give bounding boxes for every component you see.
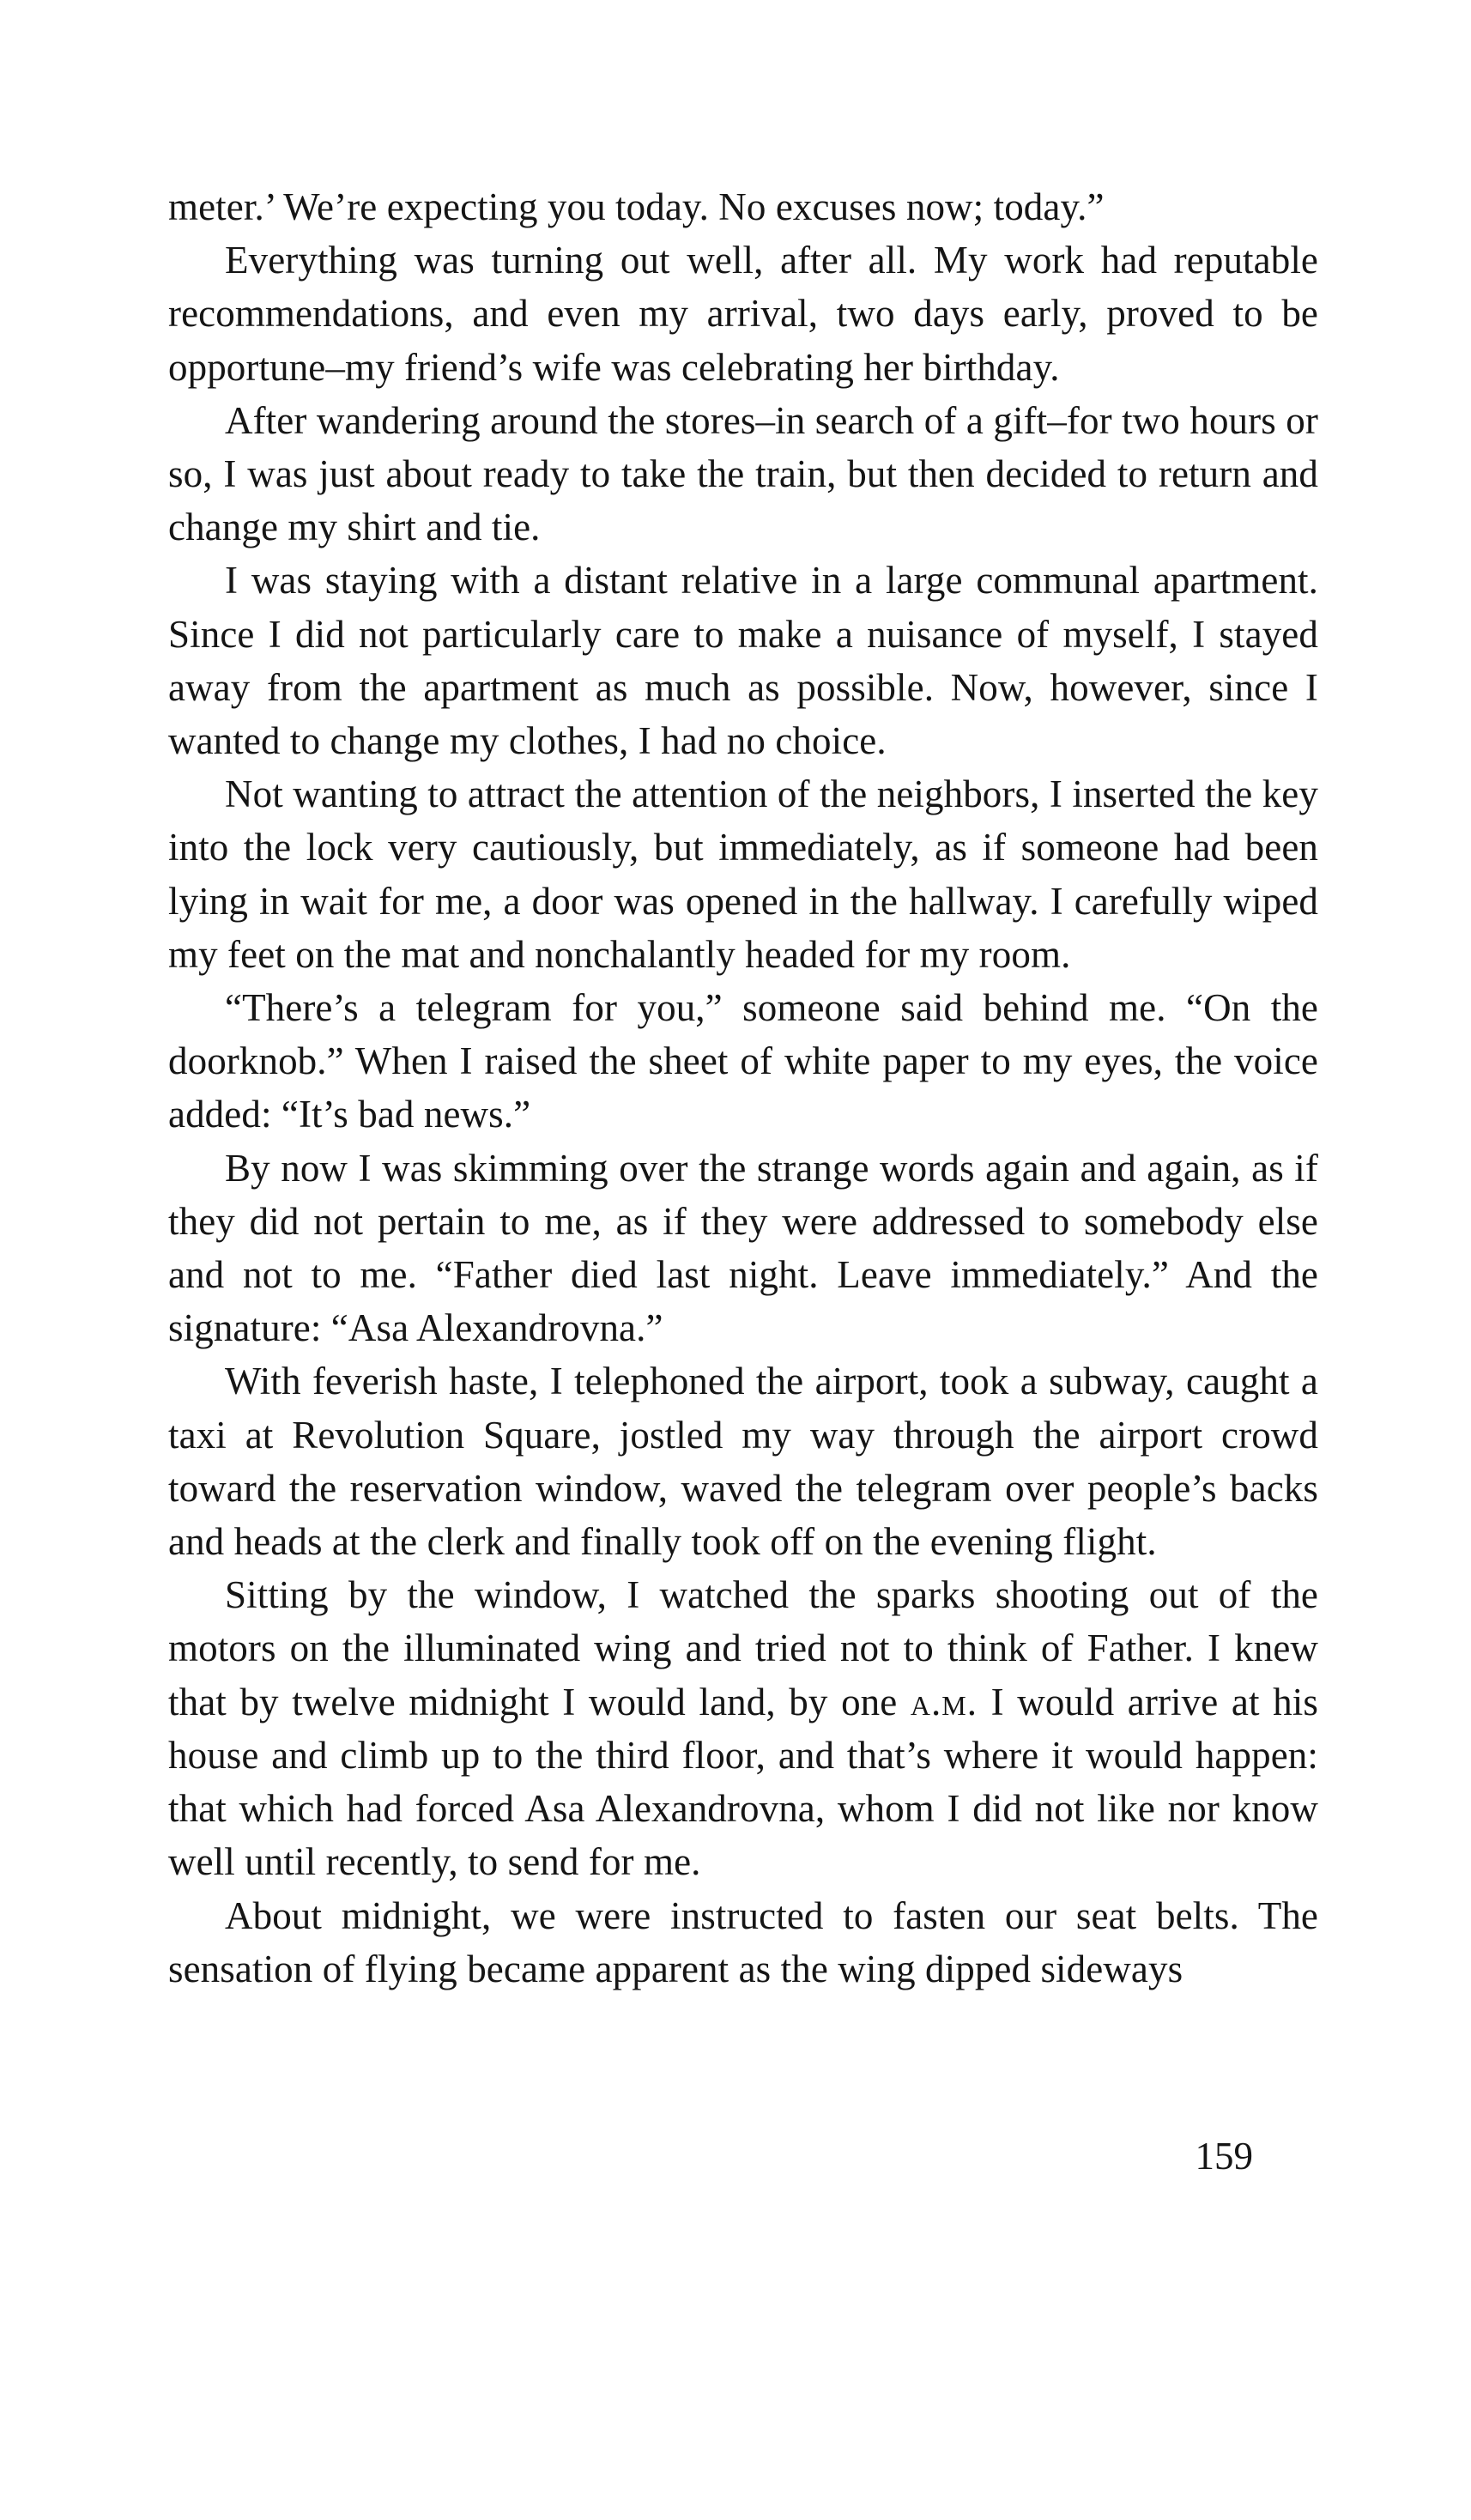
paragraph-text: Sitting by the window, I watched the sparks shooting out of the motors on the illuminated wing and tried not to think of Father. I knew that by twelve midnight I would land, by one [168, 1573, 1318, 1723]
paragraph-continued: meter.’ We’re expecting you today. No excuses now; today.” [168, 185, 1105, 228]
time-abbreviation: a.m. [910, 1680, 978, 1723]
paragraph: I was staying with a distant relative in a large communal apartment. Since I did not particularly care to make a nuisance of myself, I stayed away from the apartment as much as possible. Now, however, since I wanted to change my clothes, I had no choice. [168, 559, 1318, 763]
paragraph [168, 1568, 1318, 1888]
body-text [168, 180, 1318, 1996]
paragraph: After wandering around the stores–in search of a gift–for two hours or so, I was just about ready to take the train, but then decided to return and change my shirt and tie. [168, 398, 1318, 549]
paragraph: “There’s a telegram for you,” someone said behind me. “On the doorknob.” When I raised the sheet of white paper to my eyes, the voice added: “It’s bad news.” [168, 986, 1318, 1136]
paragraph-text: I would arrive at his house and climb up to the third floor, and that’s where it would happen: that which had forced Asa Alexandrovna, whom I did not like nor know well until recently, to send for me. [168, 1680, 1318, 1884]
paragraph: Not wanting to attract the attention of the neighbors, I inserted the key into the lock very cautiously, but immediately, as if someone had been lying in wait for me, a door was opened in the hallway. I carefully wiped my feet on the mat and nonchalantly headed for my room. [168, 772, 1318, 976]
paragraph: About midnight, we were instructed to fasten our seat belts. The sensation of flying became apparent as the wing dipped sideways [168, 1893, 1318, 1990]
page-number: 159 [1195, 2135, 1253, 2178]
paragraph: By now I was skimming over the strange words again and again, as if they did not pertain to me, as if they were addressed to somebody else and not to me. “Father died last night. Leave immediately.” And the signature: “Asa Alexandrovna.” [168, 1146, 1318, 1350]
paragraph: With feverish haste, I telephoned the airport, took a subway, caught a taxi at Revolution Square, jostled my way through the airport crowd toward the reservation window, waved the telegram over people’s backs and heads at the clerk and finally took off on the evening flight. [168, 1360, 1318, 1564]
paragraph: Everything was turning out well, after all. My work had reputable recommendations, and even my arrival, two days early, proved to be opportune–my friend’s wife was celebrating her birthday. [168, 239, 1318, 389]
